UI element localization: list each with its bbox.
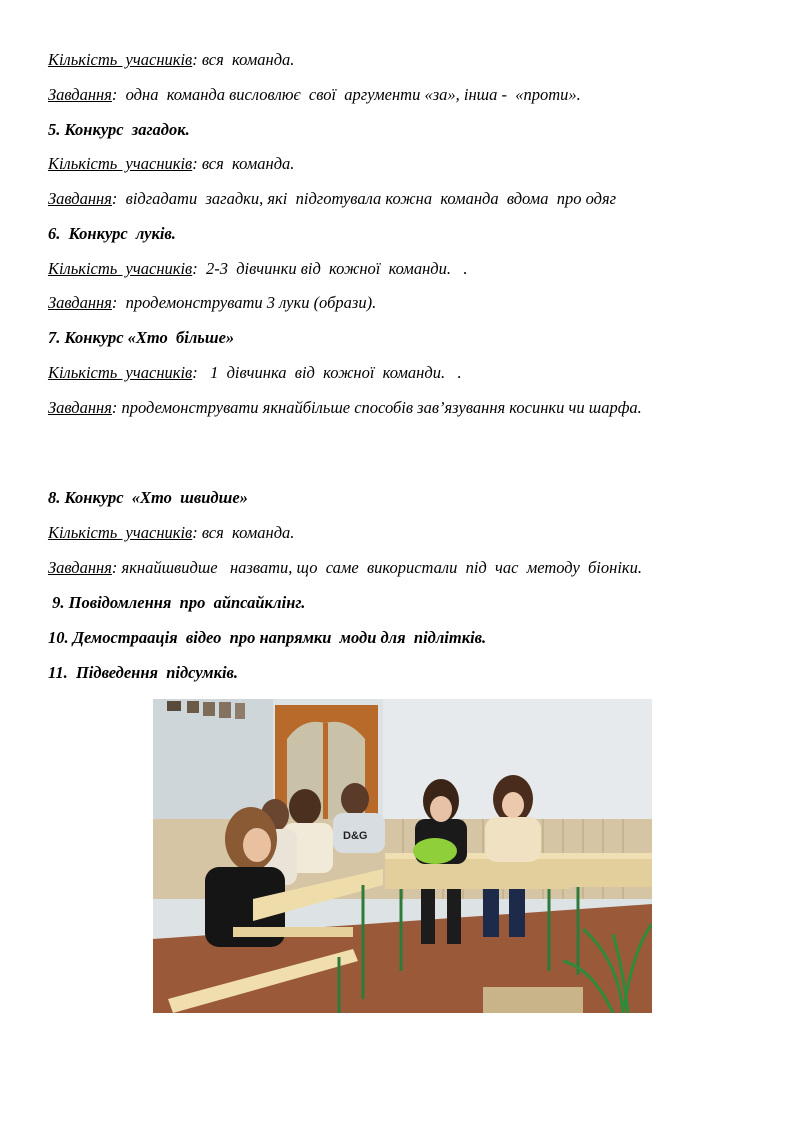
- participants-value: : вся команда.: [192, 523, 295, 542]
- task-value: : якнайшвидше назвати, що саме використали під час методу біоніки.: [111, 558, 643, 577]
- section-heading: 5. Конкурс загадок.: [48, 120, 190, 139]
- task-value: : продемонструвати 3 луки (образи).: [111, 293, 377, 312]
- participants-label: Кількість учасників: [48, 154, 193, 173]
- participants-line: [48, 153, 738, 175]
- task-value: : одна команда висловлює свої аргументи «за», інша - «проти».: [111, 85, 581, 104]
- participants-line: [48, 522, 738, 544]
- task-label: Завдання: [48, 85, 112, 104]
- section-heading: 8. Конкурс «Хто швидше»: [48, 488, 248, 507]
- participants-line: [48, 258, 738, 280]
- task-label: Завдання: [48, 189, 112, 208]
- task-label: Завдання: [48, 398, 112, 417]
- task-line: [48, 397, 698, 419]
- task-line: [48, 188, 738, 210]
- section-heading: 7. Конкурс «Хто більше»: [48, 328, 235, 347]
- task-line: [48, 557, 738, 579]
- section-heading: 10. Демостраація відео про напрямки моди для підлітків.: [48, 628, 487, 647]
- task-value: : продемонструвати якнайбільше способів зав’язування косинки чи шарфа.: [111, 398, 642, 417]
- participants-label: Кількість учасників: [48, 50, 193, 69]
- section-heading: 11. Підведення підсумків.: [48, 663, 239, 682]
- participants-value: : вся команда.: [192, 154, 295, 173]
- participants-value: : 2-3 дівчинки від кожної команди. .: [192, 259, 468, 278]
- task-line: [48, 292, 738, 314]
- participants-line: [48, 362, 738, 384]
- classroom-photo: [153, 699, 652, 1013]
- section-heading: 6. Конкурс луків.: [48, 224, 176, 243]
- participants-label: Кількість учасників: [48, 259, 193, 278]
- section-heading: 9. Повідомлення про айпсайклінг.: [48, 593, 306, 612]
- task-label: Завдання: [48, 293, 112, 312]
- shirt-print: D&G: [343, 830, 368, 842]
- task-line: [48, 84, 738, 106]
- participants-label: Кількість учасників: [48, 523, 193, 542]
- participants-label: Кількість учасників: [48, 363, 193, 382]
- task-value: : відгадати загадки, які підготувала кожна команда вдома про одяг: [111, 189, 617, 208]
- task-label: Завдання: [48, 558, 112, 577]
- participants-value: : вся команда.: [192, 50, 295, 69]
- participants-value: : 1 дівчинка від кожної команди. .: [192, 363, 462, 382]
- participants-line: [48, 49, 738, 71]
